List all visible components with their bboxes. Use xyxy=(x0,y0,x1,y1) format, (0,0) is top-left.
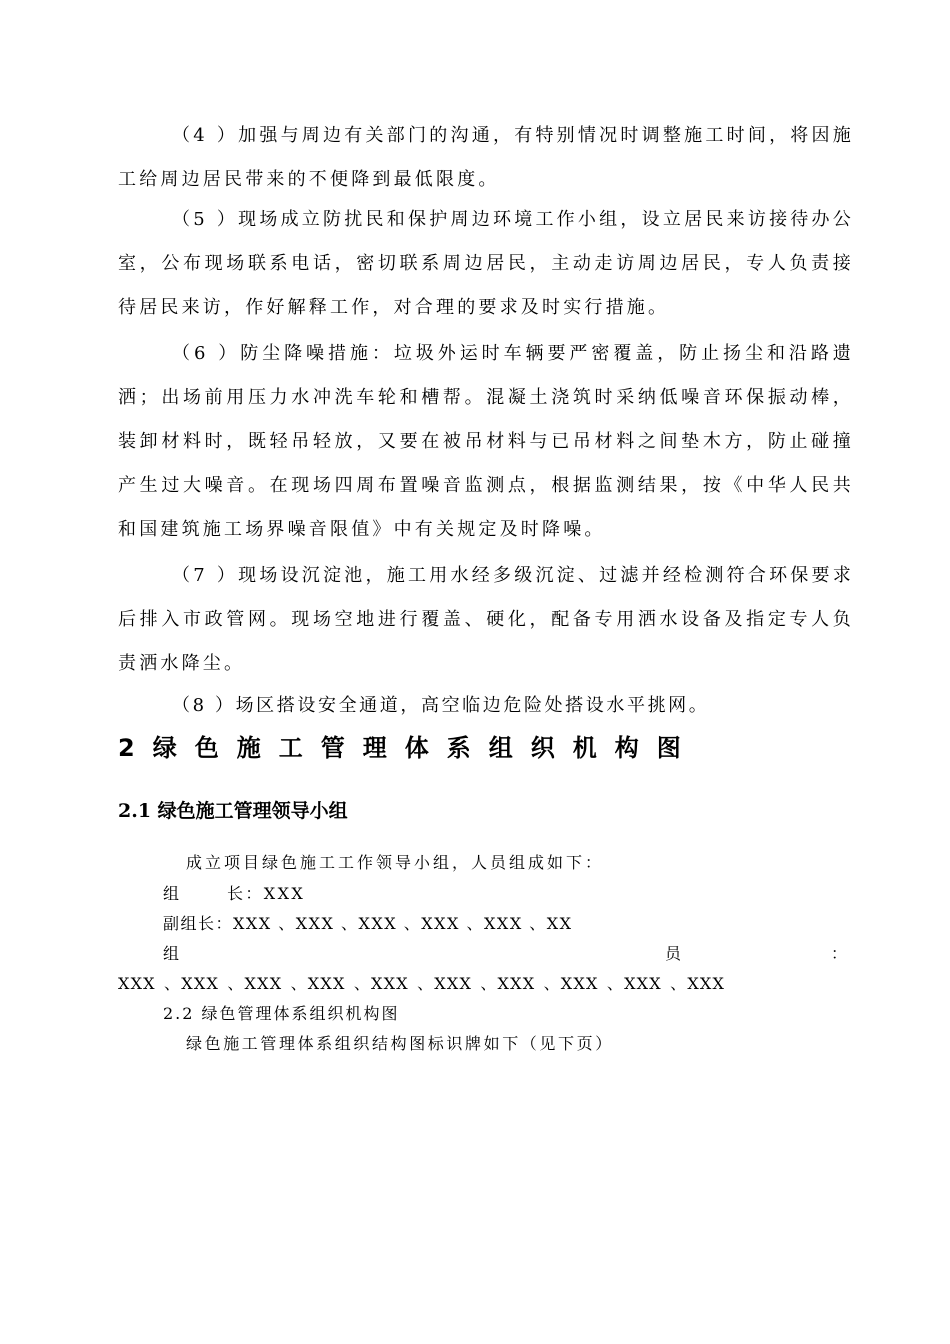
subsection-2-2-title: 2.2 绿色管理体系组织机构图 xyxy=(163,1004,400,1023)
group-members-list: XXX 、XXX 、XXX 、XXX 、XXX 、XXX 、XXX 、XXX 、XXX 、XXX xyxy=(118,974,726,993)
paragraph-7: （7 ）现场设沉淀池，施工用水经多级沉淀、过滤并经检测符合环保要求后排入市政管网。现场空地进行覆盖、硬化，配备专用洒水设备及指定专人负责洒水降尘。 xyxy=(118,565,854,674)
group-deputy-line: 副组长：XXX 、XXX 、XXX 、XXX 、XXX 、XX xyxy=(163,914,573,933)
paragraph-6: （6 ）防尘降噪措施：垃圾外运时车辆要严密覆盖，防止扬尘和沿路遗洒；出场前用压力水冲洗车轮和槽帮。混凝土浇筑时采纳低噪音环保振动棒，装卸材料时，既轻吊轻放，又要在被吊材料与已吊材料之间垫木方，防止碰撞产生过大噪音。在现场四周布置噪音监测点，根据监测结果，按《中华人民共和国建筑施工场界噪音限值》中有关规定及时降噪。 xyxy=(118,343,854,540)
leader-value: 长：XXX xyxy=(227,884,306,903)
group-intro: 成立项目绿色施工工作领导小组，人员组成如下： xyxy=(186,853,605,872)
members-key-b: 员 xyxy=(665,944,682,963)
section-heading: 2绿色施工管理体系组织机构图 xyxy=(118,734,699,762)
subsection-2-1-title: 2.1 绿色施工管理领导小组 xyxy=(118,800,348,822)
paragraph-8: （8 ）场区搭设安全通道，高空临边危险处搭设水平挑网。 xyxy=(172,695,710,716)
org-chart-note: 绿色施工管理体系组织结构图标识牌如下（见下页） xyxy=(186,1034,614,1053)
paragraph-5: （5 ）现场成立防扰民和保护周边环境工作小组，设立居民来访接待办公室，公布现场联系电话，密切联系周边居民，主动走访周边居民，专人负责接待居民来访，作好解释工作，对合理的要求及时实行措施。 xyxy=(118,209,854,318)
members-colon: ： xyxy=(831,944,848,963)
leader-key: 组 xyxy=(163,884,182,903)
group-leader-line xyxy=(163,881,305,907)
paragraph-4: （4 ）加强与周边有关部门的沟通，有特别情况时调整施工时间，将因施工给周边居民带来的不便降到最低限度。 xyxy=(118,125,854,190)
members-key-a: 组 xyxy=(163,944,180,963)
